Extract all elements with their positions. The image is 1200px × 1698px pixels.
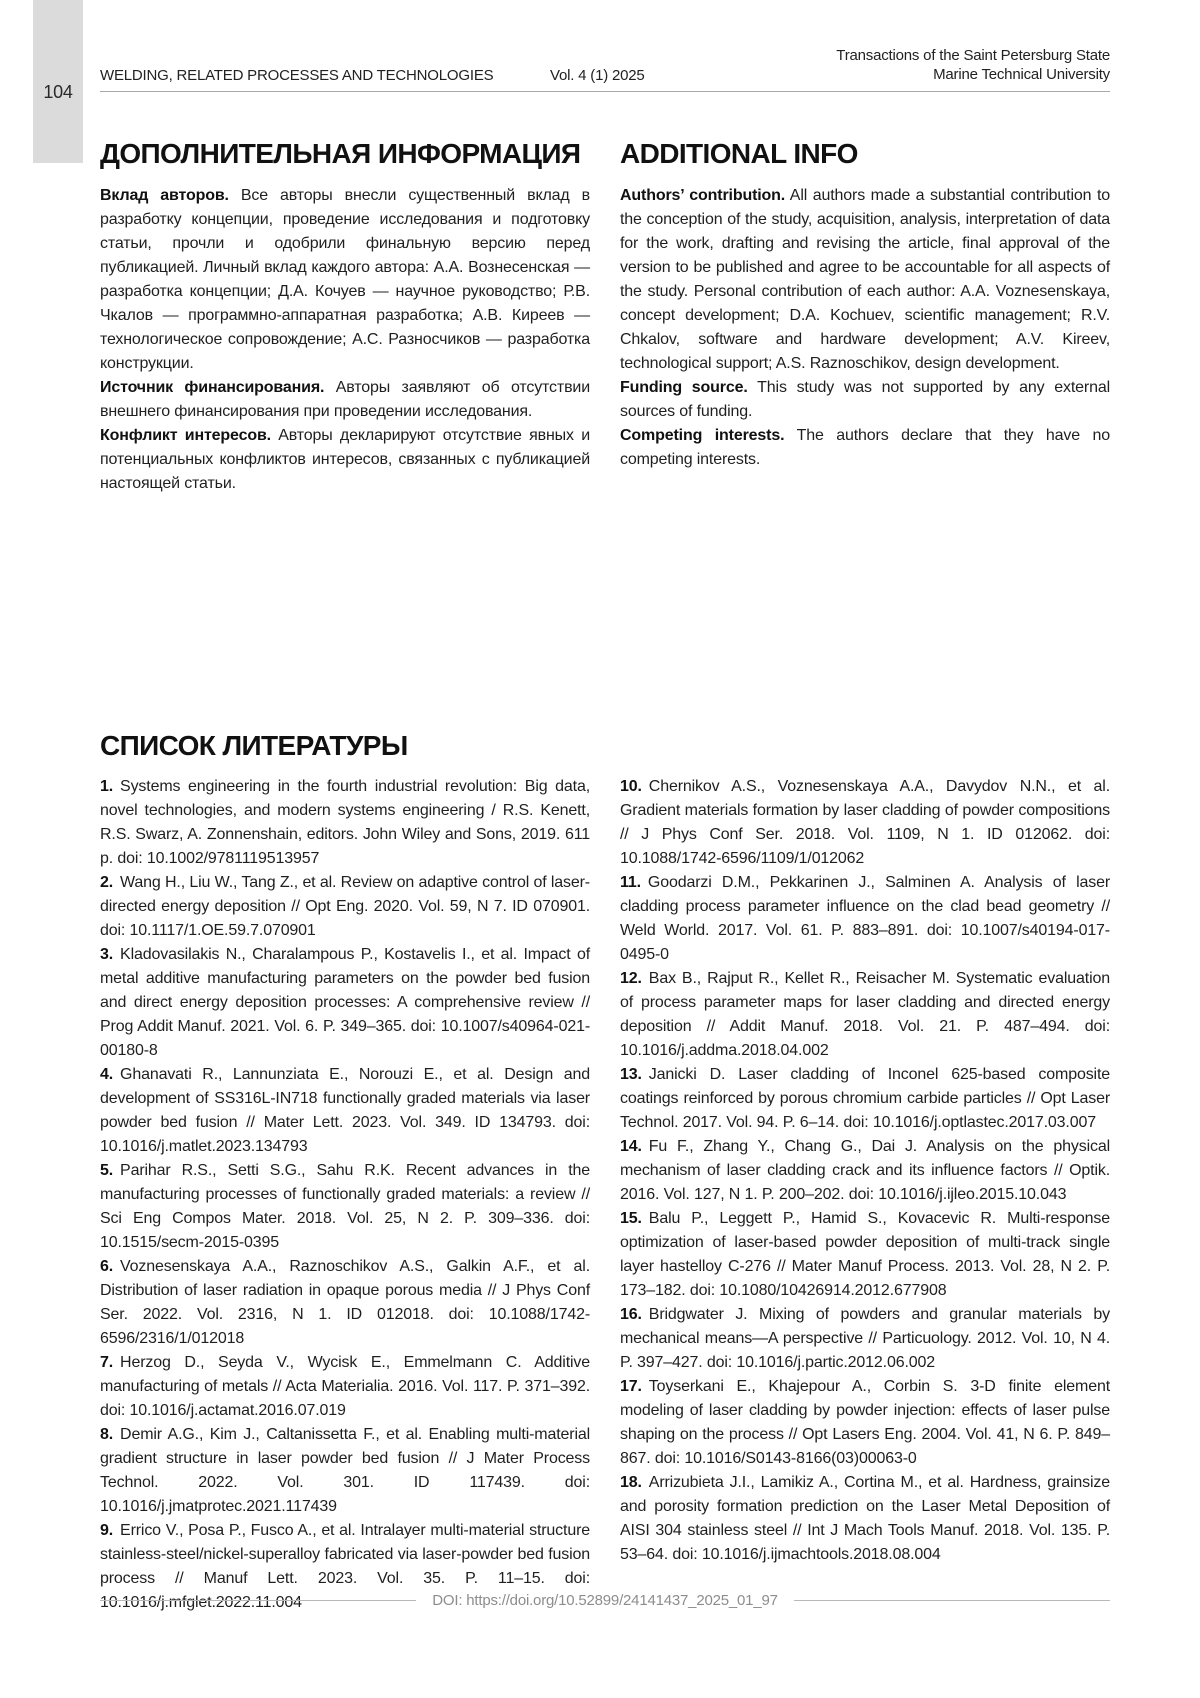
reference-number: 10. — [620, 778, 642, 795]
reference-number: 6. — [100, 1258, 114, 1275]
reference-item: 12. Bax B., Rajput R., Kellet R., Reisacher M. Systematic evaluation of process parameter maps for laser cladding and directed energy deposition // Addit Manuf. 2018. Vol. 21. P. 487–494. doi: 10.1016/j.addma.2018.04.002 — [620, 970, 1110, 1059]
additional-info-section — [100, 124, 1110, 496]
references-column-right — [620, 775, 1110, 1615]
info-paragraph: Конфликт интересов. Авторы декларируют отсутствие явных и потенциальных конфликтов интересов, связанных с публикацией настоящей статьи. — [100, 427, 590, 492]
references-heading: СПИСОК ЛИТЕРАТУРЫ — [100, 730, 408, 761]
reference-number: 16. — [620, 1306, 642, 1323]
running-header-volume: Vol. 4 (1) 2025 — [550, 67, 645, 84]
additional-info-heading-en: ADDITIONAL INFO — [620, 138, 858, 169]
reference-item: 6. Voznesenskaya A.A., Raznoschikov A.S., Galkin A.F., et al. Distribution of laser radiation in opaque porous media // J Phys Conf Ser. 2022. Vol. 2316, N 1. ID 012018. doi: 10.1088/1742-6596/2316/1/012018 — [100, 1258, 590, 1347]
paragraph-label: Competing interests. — [620, 427, 785, 444]
reference-number: 17. — [620, 1378, 642, 1395]
reference-item: 5. Parihar R.S., Setti S.G., Sahu R.K. Recent advances in the manufacturing processes of functionally graded materials: a review // Sci Eng Compos Mater. 2018. Vol. 25, N 2. P. 309–336. doi: 10.1515/secm-2015-0395 — [100, 1162, 590, 1251]
reference-item: 10. Chernikov A.S., Voznesenskaya A.A., Davydov N.N., et al. Gradient materials formation by laser cladding of powder compositions // J Phys Conf Ser. 2018. Vol. 1109, N 1. ID 012062. doi: 10.1088/1742-6596/1109/1/012062 — [620, 778, 1110, 867]
reference-number: 14. — [620, 1138, 642, 1155]
paragraph-label: Источник финансирования. — [100, 379, 325, 396]
running-header-journal-name — [836, 46, 1110, 84]
references-section — [100, 730, 1110, 1615]
info-paragraph: Authors’ contribution. All authors made a substantial contribution to the conception of the study, acquisition, analysis, interpretation of data for the work, drafting and revising the article, final approval of the version to be published and agree to be accountable for all aspects of the study. Personal contribution of each author: A.A. Voznesenskaya, concept development; D.A. Kochuev, scientific management; R.V. Chkalov, software and hardware development; A.V. Kireev, technological support; A.S. Raznoschikov, design development. — [620, 187, 1110, 372]
info-paragraph: Funding source. This study was not supported by any external sources of funding. — [620, 379, 1110, 420]
paragraph-label: Вклад авторов. — [100, 187, 229, 204]
header-divider — [100, 91, 1110, 92]
doi-text: DOI: https://doi.org/10.52899/24141437_2025_01_97 — [432, 1592, 778, 1609]
info-paragraph: Competing interests. The authors declare that they have no competing interests. — [620, 427, 1110, 468]
page-number-tab — [33, 0, 83, 163]
additional-info-column-en — [620, 184, 1110, 496]
footer-divider-left — [100, 1600, 416, 1601]
info-paragraph: Вклад авторов. Все авторы внесли существенный вклад в разработку концепции, проведение исследования и подготовку статьи, прочли и одобрили финальную версию перед публикацией. Личный вклад каждого автора: А.А. Вознесенская — разработка концепции; Д.А. Кочуев — научное руководство; Р.В. Чкалов — программно-аппаратная разработка; А.В. Киреев — технологическое сопровождение; А.С. Разносчиков — разработка конструкции. — [100, 187, 590, 372]
footer-divider-right — [794, 1600, 1110, 1601]
reference-number: 5. — [100, 1162, 114, 1179]
reference-number: 13. — [620, 1066, 642, 1083]
reference-item: 1. Systems engineering in the fourth industrial revolution: Big data, novel technologies, and modern systems engineering / R.S. Kenett, R.S. Swarz, A. Zonnenshain, editors. John Wiley and Sons, 2019. 611 p. doi: 10.1002/9781119513957 — [100, 778, 590, 867]
reference-number: 11. — [620, 874, 641, 891]
reference-number: 9. — [100, 1522, 114, 1539]
reference-item: 15. Balu P., Leggett P., Hamid S., Kovacevic R. Multi-response optimization of laser-based powder deposition of multi-track single layer hastelloy C-276 // Mater Manuf Process. 2013. Vol. 28, N 2. P. 173–182. doi: 10.1080/10426914.2012.677908 — [620, 1210, 1110, 1299]
reference-number: 7. — [100, 1354, 114, 1371]
reference-item: 2. Wang H., Liu W., Tang Z., et al. Review on adaptive control of laser-directed energy deposition // Opt Eng. 2020. Vol. 59, N 7. ID 070901. doi: 10.1117/1.OE.59.7.070901 — [100, 874, 590, 939]
reference-item: 9. Errico V., Posa P., Fusco A., et al. Intralayer multi-material structure stainless-steel/nickel-superalloy fabricated via laser-powder bed fusion process // Manuf Lett. 2023. Vol. 35. P. 11–15. doi: 10.1016/j.mfglet.2022.11.004 — [100, 1522, 590, 1611]
reference-number: 1. — [100, 778, 114, 795]
reference-number: 2. — [100, 874, 114, 891]
additional-info-column-ru — [100, 184, 590, 496]
reference-item: 16. Bridgwater J. Mixing of powders and granular materials by mechanical means—A perspective // Particuology. 2012. Vol. 10, N 4. P. 397–427. doi: 10.1016/j.partic.2012.06.002 — [620, 1306, 1110, 1371]
reference-item: 3. Kladovasilakis N., Charalampous P., Kostavelis I., et al. Impact of metal additive manufacturing parameters on the powder bed fusion and direct energy deposition processes: A comprehensive review // Prog Addit Manuf. 2021. Vol. 6. P. 349–365. doi: 10.1007/s40964-021-00180-8 — [100, 946, 590, 1059]
reference-number: 12. — [620, 970, 642, 987]
additional-info-heading-ru: ДОПОЛНИТЕЛЬНАЯ ИНФОРМАЦИЯ — [100, 138, 581, 169]
reference-item: 7. Herzog D., Seyda V., Wycisk E., Emmelmann C. Additive manufacturing of metals // Acta Materialia. 2016. Vol. 117. P. 371–392. doi: 10.1016/j.actamat.2016.07.019 — [100, 1354, 590, 1419]
reference-item: 13. Janicki D. Laser cladding of Inconel 625-based composite coatings reinforced by porous chromium carbide particles // Opt Laser Technol. 2017. Vol. 94. P. 6–14. doi: 10.1016/j.optlastec.2017.03.007 — [620, 1066, 1110, 1131]
running-header — [100, 40, 1110, 92]
paragraph-label: Конфликт интересов. — [100, 427, 271, 444]
running-header-section-title: WELDING, RELATED PROCESSES AND TECHNOLOGIES — [100, 67, 494, 84]
reference-number: 3. — [100, 946, 114, 963]
reference-number: 15. — [620, 1210, 642, 1227]
reference-item: 14. Fu F., Zhang Y., Chang G., Dai J. Analysis on the physical mechanism of laser cladding crack and its influence factors // Optik. 2016. Vol. 127, N 1. P. 200–202. doi: 10.1016/j.ijleo.2015.10.043 — [620, 1138, 1110, 1203]
reference-number: 8. — [100, 1426, 114, 1443]
info-paragraph: Источник финансирования. Авторы заявляют об отсутствии внешнего финансирования при проведении исследования. — [100, 379, 590, 420]
journal-name-line1: Transactions of the Saint Petersburg State — [836, 47, 1110, 64]
reference-number: 18. — [620, 1474, 642, 1491]
reference-number: 4. — [100, 1066, 114, 1083]
reference-item: 8. Demir A.G., Kim J., Caltanissetta F., et al. Enabling multi-material gradient structure in laser powder bed fusion // J Mater Process Technol. 2022. Vol. 301. ID 117439. doi: 10.1016/j.jmatprotec.2021.117439 — [100, 1426, 590, 1515]
reference-item: 4. Ghanavati R., Lannunziata E., Norouzi E., et al. Design and development of SS316L-IN718 functionally graded materials via laser powder bed fusion // Mater Lett. 2023. Vol. 349. ID 134793. doi: 10.1016/j.matlet.2023.134793 — [100, 1066, 590, 1155]
paragraph-label: Funding source. — [620, 379, 748, 396]
reference-item: 11. Goodarzi D.M., Pekkarinen J., Salminen A. Analysis of laser cladding process parameter influence on the clad bead geometry // Weld World. 2017. Vol. 61. P. 883–891. doi: 10.1007/s40194-017-0495-0 — [620, 874, 1110, 963]
reference-item: 17. Toyserkani E., Khajepour A., Corbin S. 3-D finite element modeling of laser cladding by powder injection: effects of laser pulse shaping on the process // Opt Lasers Eng. 2004. Vol. 41, N 6. P. 849–867. doi: 10.1016/S0143-8166(03)00063-0 — [620, 1378, 1110, 1467]
references-column-left — [100, 775, 590, 1615]
reference-item: 18. Arrizubieta J.I., Lamikiz A., Cortina M., et al. Hardness, grainsize and porosity formation prediction on the Laser Metal Deposition of AISI 304 stainless steel // Int J Mach Tools Manuf. 2018. Vol. 135. P. 53–64. doi: 10.1016/j.ijmachtools.2018.08.004 — [620, 1474, 1110, 1563]
paragraph-label: Authors’ contribution. — [620, 187, 786, 204]
journal-name-line2: Marine Technical University — [933, 66, 1110, 83]
page-number: 104 — [43, 82, 73, 102]
page-footer — [100, 1592, 1110, 1609]
